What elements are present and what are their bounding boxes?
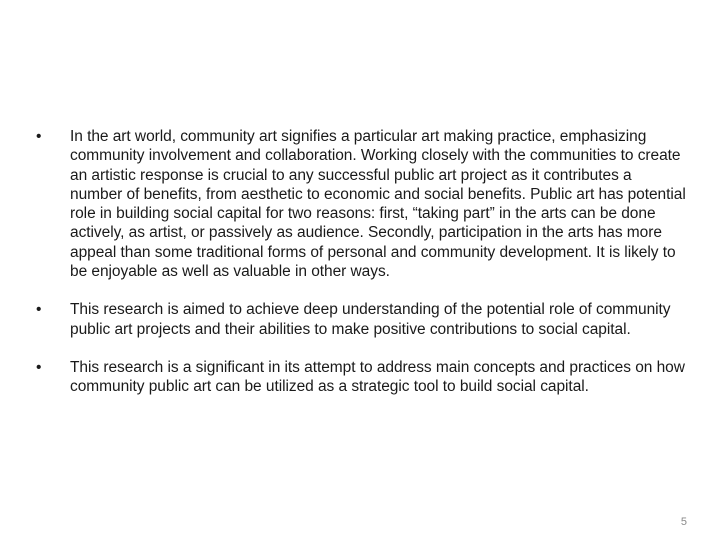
bullet-item-3 bbox=[36, 358, 686, 397]
bullet-list bbox=[36, 127, 686, 416]
bullet-text: In the art world, community art signifies a particular art making practice, emphasizing community involvement and collaboration. Working closely with the communities to create an artistic response is crucial to any successful public art project as it contributes a number of benefits, from aesthetic to economic and social benefits. Public art has potential role in building social capital for two reasons: first, “taking part” in the arts can be done actively, as artist, or passively as audience. Secondly, participation in the arts has more appeal than some traditional forms of personal and community development. It is likely to be enjoyable as well as valuable in other ways. bbox=[70, 128, 686, 281]
bullet-icon: • bbox=[36, 301, 42, 319]
slide-number: 5 bbox=[680, 516, 687, 528]
bullet-icon: • bbox=[36, 358, 42, 376]
bullet-icon: • bbox=[36, 128, 42, 145]
bullet-item-1 bbox=[36, 127, 686, 281]
bullet-item-2 bbox=[36, 300, 686, 339]
bullet-text: This research is a significant in its attempt to address main concepts and practices on how community public art can be utilized as a strategic tool to build social capital. bbox=[70, 358, 685, 396]
bullet-text: This research is aimed to achieve deep understanding of the potential role of community public art projects and their abilities to make positive contributions to social capital. bbox=[70, 301, 671, 338]
